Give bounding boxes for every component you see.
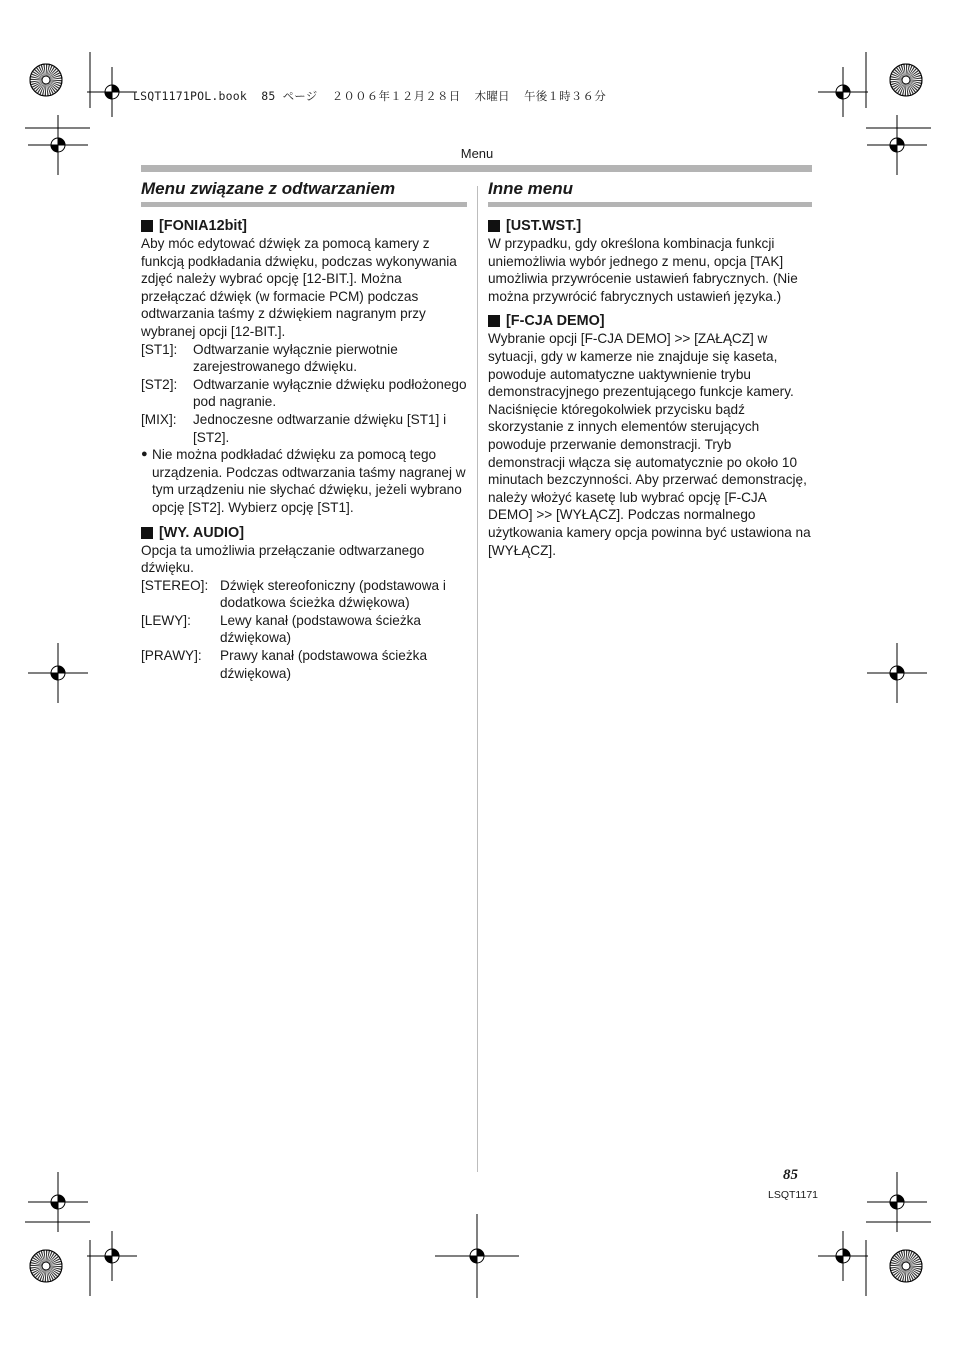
subheading-audio bbox=[141, 524, 467, 542]
section-title-playback: Menu związane z odtwarzaniem bbox=[141, 179, 396, 198]
square-bullet-icon bbox=[141, 220, 153, 232]
audio-options bbox=[141, 577, 467, 683]
option-key: [MIX]: bbox=[141, 411, 177, 427]
page-number: 85 bbox=[783, 1167, 798, 1183]
option-text: Prawy kanał (podstawowa ścieżka dźwiękowa) bbox=[220, 648, 428, 681]
running-header: Menu bbox=[460, 146, 494, 161]
header-rule bbox=[141, 165, 812, 172]
subheading-label: [UST.WST.] bbox=[506, 218, 582, 234]
subheading-label: [F-CJA DEMO] bbox=[506, 313, 605, 330]
section-rule bbox=[141, 202, 467, 207]
option-key: [LEWY]: bbox=[141, 612, 191, 628]
subheading-fonia bbox=[141, 217, 467, 235]
option-key: [ST1]: bbox=[141, 341, 178, 357]
subheading-label: [WY. AUDIO] bbox=[159, 524, 245, 541]
option-text: Lewy kanał (podstawowa ścieżka dźwiękowa) bbox=[220, 612, 421, 646]
column-divider bbox=[477, 186, 478, 1172]
fonia-note bbox=[141, 446, 467, 516]
fonia-options bbox=[141, 341, 467, 447]
fonia-description: Aby móc edytować dźwięk za pomocą kamery z funkcją podkładania dźwięku, podczas wykonywania zdjęć należy wybrać opcję [12-BIT.]. Można przełączać dźwięk (w formacie PCM) podczas odtwarzania taśmy z dźwiękiem nagranym przy wybranej opcji [12-BIT.]. bbox=[141, 236, 457, 339]
option-key: [ST2]: bbox=[141, 376, 178, 392]
subheading-label: [FONIA12bit] bbox=[159, 218, 247, 234]
subheading-demo bbox=[488, 312, 812, 330]
audio-description: Opcja ta umożliwia przełączanie odtwarzanego dźwięku. bbox=[141, 542, 425, 576]
section-rule bbox=[488, 202, 812, 207]
square-bullet-icon bbox=[141, 527, 153, 539]
option-text: Dźwięk stereofoniczny (podstawowa i dodatkowa ścieżka dźwiękowa) bbox=[220, 577, 446, 611]
option-key: [PRAWY]: bbox=[141, 648, 202, 664]
print-slug: LSQT1171POL.book 85 ページ ２００６年１２月２８日 木曜日 午後１時３６分 bbox=[133, 89, 606, 103]
section-title-other: Inne menu bbox=[488, 179, 574, 198]
bullet-dot-icon: ● bbox=[141, 448, 148, 461]
square-bullet-icon bbox=[488, 220, 500, 232]
ust-description: W przypadku, gdy określona kombinacja funkcji uniemożliwia wybór jednego z menu, opcja [TAK] umożliwia przywrócenie ustawień fabrycznych. (Nie można przywrócić fabrycznych ustawień języka.) bbox=[488, 236, 798, 304]
page-code: LSQT1171 bbox=[768, 1189, 819, 1201]
option-key: [STEREO]: bbox=[141, 577, 209, 593]
square-bullet-icon bbox=[488, 315, 500, 327]
option-text: Odtwarzanie wyłącznie dźwięku podłożonego pod nagranie. bbox=[193, 376, 467, 410]
note-text: Nie można podkładać dźwięku za pomocą tego urządzenia. Podczas odtwarzania taśmy nagranej w tym urządzeniu nie słychać dźwięku, jeżeli wybrano opcję [ST2]. Wybierz opcję [ST1]. bbox=[152, 447, 466, 515]
option-text: Odtwarzanie wyłącznie pierwotnie zarejestrowanego dźwięku. bbox=[193, 341, 398, 375]
option-text: Jednoczesne odtwarzanie dźwięku [ST1] i [ST2]. bbox=[193, 411, 447, 445]
left-column bbox=[141, 178, 467, 682]
right-column bbox=[488, 178, 812, 559]
demo-description: Wybranie opcji [F-CJA DEMO] >> [ZAŁĄCZ] w sytuacji, gdy w kamerze nie znajduje się kaseta, powoduje automatyczne uaktywnienie trybu demonstracyjnego prezentującego funkcje kamery. Naciśnięcie któregokolwiek przycisku bądź skorzystanie z innych elementów sterujących powoduje przerwanie demonstracji. Tryb demonstracji włącza się automatycznie po około 10 minutach bezczynności. Aby przerwać demonstrację, należy włożyć kasetę lub wybrać opcję [F-CJA DEMO] >> [WYŁĄCZ]. Podczas normalnego użytkowania kamery opcja powinna być ustawiona na [WYŁĄCZ]. bbox=[488, 331, 811, 558]
subheading-ust bbox=[488, 217, 812, 235]
